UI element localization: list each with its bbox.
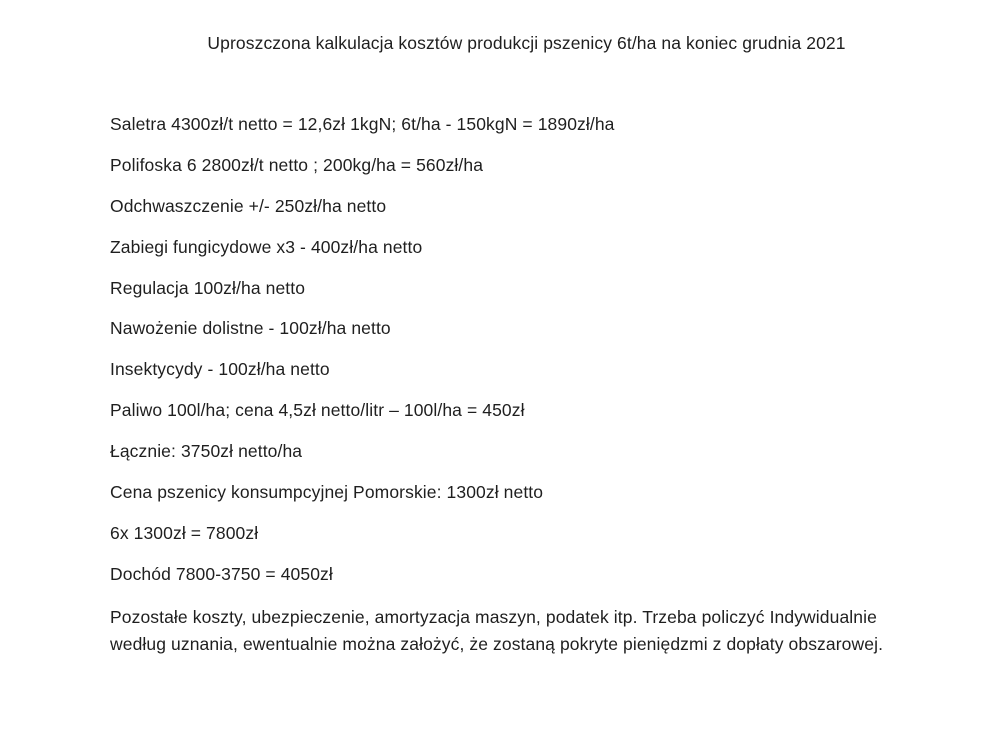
cost-lines-list: [110, 115, 941, 582]
cost-line-fungicydy: Zabiegi fungicydowe x3 - 400zł/ha netto: [110, 236, 423, 257]
document-title: Uproszczona kalkulacja kosztów produkcji pszenicy 6t/ha na koniec grudnia 2021: [207, 33, 846, 53]
cost-line-insektycydy: Insektycydy - 100zł/ha netto: [110, 359, 330, 380]
cost-line-lacznie: Łącznie: 3750zł netto/ha: [110, 441, 303, 462]
cost-line-nawozenie: Nawożenie dolistne - 100zł/ha netto: [110, 318, 391, 339]
cost-line-dochod: Dochód 7800-3750 = 4050zł: [110, 564, 333, 582]
cost-line-odchwaszczenie: Odchwaszczenie +/- 250zł/ha netto: [110, 195, 387, 216]
cost-line-regulacja: Regulacja 100zł/ha netto: [110, 277, 306, 298]
cost-line-polifoska: Polifoska 6 2800zł/t netto ; 200kg/ha = 560zł/ha: [110, 154, 484, 175]
cost-line-cena-pszenicy: Cena pszenicy konsumpcyjnej Pomorskie: 1300zł netto: [110, 482, 544, 503]
cost-line-paliwo: Paliwo 100l/ha; cena 4,5zł netto/litr – 100l/ha = 450zł: [110, 400, 525, 421]
notes-paragraph: Pozostałe koszty, ubezpieczenie, amortyzacja maszyn, podatek itp. Trzeba policzyć Indywidualnie według uznania, ewentualnie można założyć, że zostaną pokryte pieniędzmi z dopłaty obszarowej.: [110, 607, 884, 654]
cost-line-przychod: 6x 1300zł = 7800zł: [110, 522, 259, 543]
cost-line-saletra: Saletra 4300zł/t netto = 12,6zł 1kgN; 6t/ha - 150kgN = 1890zł/ha: [110, 114, 615, 134]
